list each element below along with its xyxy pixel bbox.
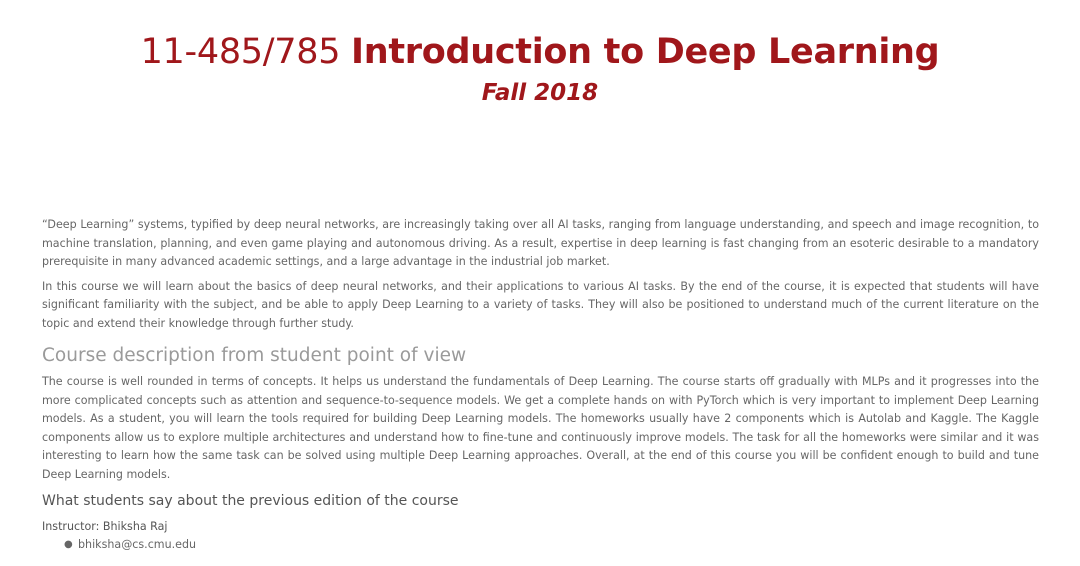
course-code: 11-485/785	[140, 32, 341, 72]
student-view-heading: Course description from student point of view	[42, 345, 467, 366]
intro-paragraph-2: In this course we will learn about the basics of deep neural networks, and their applications to various AI tasks. By the end of the course, it is expected that students will have significant familiarity with the subject, and be able to apply Deep Learning to a variety of tasks. They will also be positioned to understand much of the current literature on the topic and extend their knowledge through further study.	[42, 279, 1039, 330]
student-view-paragraph: The course is well rounded in terms of concepts. It helps us understand the fundamentals of Deep Learning. The course starts off gradually with MLPs and it progresses into the more complicated concepts such as attention and sequence-to-sequence models. We get a complete hands on with PyTorch which is very important to implement Deep Learning models. As a student, you will learn the tools required for building Deep Learning models. The homeworks usually have 2 components which is Autolab and Kaggle. The Kaggle components allow us to explore multiple architectures and understand how to fine-tune and continuously improve models. The task for all the homeworks were similar and it was interesting to learn how the same task can be solved using multiple Deep Learning approaches. Overall, at the end of this course you will be confident enough to build and tune Deep Learning models.	[42, 375, 1039, 481]
course-name: Introduction to Deep Learning	[351, 32, 940, 72]
intro-paragraph-1: “Deep Learning” systems, typified by deep neural networks, are increasingly taking over all AI tasks, ranging from language understanding, and speech and image recognition, to machine translation, planning, and even game playing and autonomous driving. As a result, expertise in deep learning is fast changing from an esoteric desirable to a mandatory prerequisite in many advanced academic settings, and a large advantage in the industrial job market.	[42, 218, 1039, 268]
instructor-email-item	[64, 536, 1039, 554]
page-title	[0, 28, 1080, 76]
testimonials-heading: What students say about the previous edition of the course	[42, 493, 459, 509]
page-header	[0, 28, 1080, 108]
course-term: Fall 2018	[481, 80, 599, 106]
instructor-email-link[interactable]: bhiksha@cs.cmu.edu	[78, 538, 197, 551]
instructor-label: Instructor: Bhiksha Raj	[42, 520, 168, 533]
main-content	[42, 216, 1039, 554]
instructor-contact-list	[42, 536, 1039, 554]
bullet-icon: ●	[64, 539, 73, 550]
